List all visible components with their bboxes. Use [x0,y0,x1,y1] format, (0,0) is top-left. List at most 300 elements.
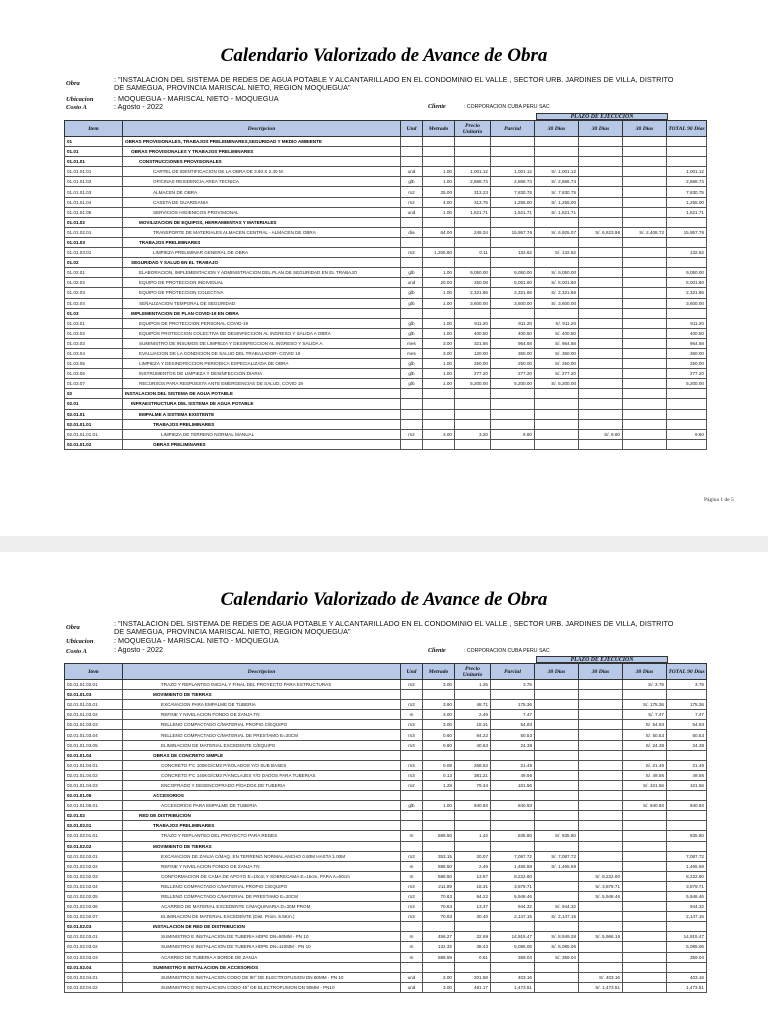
cell-und [401,389,423,399]
cell-desc: LIMPIEZA DE TERRENO NORMAL MANUAL [123,429,401,439]
cell-tot: 5,001.60 [667,278,707,288]
cell-und [401,750,423,760]
cell-d2 [579,278,623,288]
cell-d1 [535,730,579,740]
table-row [65,429,707,439]
cell-d3 [623,962,667,972]
cell-tot: 9,050.00 [667,268,707,278]
cell-d3: S/. 3.75 [623,680,667,690]
cell-par: 964.68 [491,338,535,348]
cell-item: 02 [65,389,123,399]
cell-d2: S/. 9.60 [579,429,623,439]
cell-item: 02.01.01.02.01 [65,680,123,690]
document-title: Calendario Valorizado de Avance de Obra [220,45,548,66]
cell-tot: 5,085.06 [667,942,707,952]
cell-par: 5,948.46 [491,891,535,901]
cell-d1 [535,811,579,821]
cell-d1: S/. 400.50 [535,328,579,338]
cell-pu: 2,321.66 [455,288,491,298]
table-row [65,177,707,187]
table-row [65,338,707,348]
cell-d1 [535,237,579,247]
cell-pu: 5,200.00 [455,379,491,389]
cell-d3 [623,278,667,288]
cell-tot: 8,222.60 [667,871,707,881]
table-row [65,942,707,952]
cell-desc: RED DE DISTRIBUCION [123,811,401,821]
cell-met [423,147,455,157]
cell-d2: S/. 6,623.98 [579,227,623,237]
cell-met: 3.00 [423,338,455,348]
cell-met [423,821,455,831]
cell-pu [455,409,491,419]
cell-tot [667,962,707,972]
cell-met: 1.00 [423,379,455,389]
cell-item: 01.03 [65,308,123,318]
cell-d1 [535,680,579,690]
cell-d3 [623,982,667,992]
cell-desc: SERVICIOS HIGIENICOS PROVISIONAL [123,207,401,217]
cell-par: 403.16 [491,972,535,982]
cell-tot: 400.50 [667,328,707,338]
cell-d3: S/. 54.93 [623,720,667,730]
cell-met [423,811,455,821]
col-dias-1: 30 Dias [535,664,579,680]
cell-d3 [623,157,667,167]
cell-met [423,922,455,932]
cell-desc: EQUIPO DE PROTECCION INDIVIDUAL [123,278,401,288]
cell-d3 [623,197,667,207]
cell-met: 1.00 [423,177,455,187]
cell-d1: S/. 911.20 [535,318,579,328]
cell-pu: 18.31 [455,881,491,891]
cell-par [491,811,535,821]
cell-par [491,399,535,409]
cell-d1: S/. 835.80 [535,831,579,841]
cell-tot [667,439,707,449]
cell-tot: 7.47 [667,710,707,720]
cell-pu: 911.20 [455,318,491,328]
cell-d1: S/. 7,087.72 [535,851,579,861]
cell-met: 0.60 [423,740,455,750]
cell-d3 [623,429,667,439]
cell-und [401,258,423,268]
cell-d1 [535,419,579,429]
cell-desc: INSTALACION DEL SISTEMA DE AGUA POTABLE [123,389,401,399]
plazo-header: PLAZO DE EJECUCION [536,113,668,120]
cell-item: 02.01.02.02.04 [65,881,123,891]
cell-d2 [579,760,623,770]
cell-par: 54.93 [491,720,535,730]
cell-und: m2 [401,680,423,690]
cell-d1: S/. 2,321.66 [535,288,579,298]
cell-und: glb [401,359,423,369]
cell-par [491,439,535,449]
cell-und [401,841,423,851]
cell-item: 01.03.02 [65,328,123,338]
cell-desc: CONSTRUCCIONES PROVISIONALES [123,157,401,167]
cell-desc: EQUIPOS PROTECCION COLECTIVA DE DESINFECCION AL INGRESO Y SALIDA A OBRA [123,328,401,338]
cell-und: m [401,710,423,720]
cell-met: 588.50 [423,871,455,881]
cell-und: m2 [401,780,423,790]
cell-d1 [535,780,579,790]
cell-item: 02.01.01 [65,409,123,419]
cell-desc: MOVIMIENTO DE TIERRAS [123,690,401,700]
cell-d3: S/. 175.36 [623,700,667,710]
cell-par [491,841,535,851]
cell-item: 01.03.06 [65,369,123,379]
cell-tot: 2,147.15 [667,912,707,922]
cell-d3 [623,861,667,871]
cell-met: 588.50 [423,861,455,871]
cell-desc: REFINE Y NIVELACION FONDO DE ZANJA TN [123,861,401,871]
cell-d2 [579,952,623,962]
cell-pu: 9,050.00 [455,268,491,278]
cell-tot [667,237,707,247]
cell-item: 01.02.01 [65,268,123,278]
cell-met [423,258,455,268]
cell-d1 [535,821,579,831]
page-number: Página 1 de 5 [704,497,734,503]
cell-par: 1,255.00 [491,197,535,207]
cell-d3 [623,167,667,177]
cell-tot: 1,255.00 [667,197,707,207]
cell-pu [455,308,491,318]
cell-d3 [623,821,667,831]
cell-par [491,237,535,247]
cell-und: glb [401,318,423,328]
table-row [65,770,707,780]
table-header-row [65,121,707,137]
table-row [65,187,707,197]
cell-desc: ACCESORIOS [123,791,401,801]
cell-d3: S/. 840.93 [623,801,667,811]
cell-d3 [623,288,667,298]
cell-par: 1,521.71 [491,207,535,217]
cell-tot: 964.68 [667,338,707,348]
cell-item: 01.01.03.01 [65,248,123,258]
cell-und: und [401,972,423,982]
cell-d1 [535,157,579,167]
cell-d2 [579,780,623,790]
cell-d1: S/. 7,830.75 [535,187,579,197]
section-row [65,750,707,760]
cell-d3 [623,217,667,227]
cell-d2 [579,851,623,861]
cell-d2 [579,197,623,207]
cell-d3 [623,419,667,429]
cell-d1 [535,972,579,982]
cell-d3 [623,379,667,389]
cell-und [401,419,423,429]
cell-met: 1.00 [423,359,455,369]
cell-desc: EQUIPO DE PROTECCION COLECTIVA [123,288,401,298]
cell-d3 [623,268,667,278]
cell-d1 [535,740,579,750]
cell-par: 3,879.71 [491,881,535,891]
cell-pu: 2.49 [455,861,491,871]
col-parcial: Parcial [491,664,535,680]
col-dias-3: 30 Dias [623,121,667,137]
cell-d2 [579,338,623,348]
cell-desc: SEGURIDAD Y SALUD EN EL TRABAJO [123,258,401,268]
table-row [65,700,707,710]
section-row [65,258,707,268]
cell-tot: 24.38 [667,740,707,750]
cell-tot [667,389,707,399]
cell-d2 [579,912,623,922]
costo-label: Costo A [66,648,87,655]
cell-pu [455,147,491,157]
cell-tot [667,258,707,268]
cell-item: 02.01.02.01 [65,821,123,831]
col-dias-2: 30 Dias [579,664,623,680]
cell-item: 01.01.01.05 [65,207,123,217]
cell-par [491,308,535,318]
cell-d1: S/. 5,085.06 [535,942,579,952]
cell-d2 [579,217,623,227]
cell-item: 01.03.03 [65,338,123,348]
schedule-table [64,663,707,993]
cell-pu [455,821,491,831]
cell-desc: EMPALME A SISTEMA EXISTENTE [123,409,401,419]
cell-tot: 5,200.00 [667,379,707,389]
col-total: TOTAL 90 Dias [667,121,707,137]
cell-tot: 1,001.12 [667,167,707,177]
cell-met: 3.00 [423,348,455,358]
cell-d2 [579,821,623,831]
cell-pu [455,439,491,449]
ubicacion-label: Ubicacion [66,96,94,103]
cell-und: m [401,871,423,881]
section-row [65,217,707,227]
cell-met: 70.63 [423,902,455,912]
cell-pu [455,137,491,147]
cell-tot [667,841,707,851]
cell-d2 [579,730,623,740]
cell-item: 02.01.01.05 [65,791,123,801]
cell-met: 70.63 [423,891,455,901]
cell-par: 840.93 [491,801,535,811]
cell-d1 [535,760,579,770]
cell-und: m [401,952,423,962]
cell-pu [455,217,491,227]
cell-d3 [623,891,667,901]
cell-d3 [623,187,667,197]
cell-tot: 3,879.71 [667,881,707,891]
cell-d2 [579,298,623,308]
cell-pu: 84.22 [455,891,491,901]
cell-d3: S/. 7.47 [623,710,667,720]
cell-par [491,137,535,147]
cell-met: 1.00 [423,318,455,328]
cell-d2 [579,419,623,429]
cell-d1: S/. 964.68 [535,338,579,348]
cell-par: 1,465.59 [491,861,535,871]
cell-met: 3.00 [423,429,455,439]
cell-d1 [535,982,579,992]
cell-d1 [535,801,579,811]
section-row [65,308,707,318]
cell-desc: CONCRETO F'C 100KG/CM2 P/SOLADOS Y/O SUB BASES [123,760,401,770]
cell-item: 02.01.01.04 [65,750,123,760]
cell-und: mes [401,338,423,348]
cell-item: 01.01.01 [65,157,123,167]
cell-d3 [623,298,667,308]
cell-item: 02.01.01.03.03 [65,720,123,730]
cell-d3 [623,399,667,409]
cell-d1: S/. 3,600.00 [535,298,579,308]
cell-und: und [401,167,423,177]
section-row [65,690,707,700]
section-row [65,237,707,247]
cell-desc: RECURSOS PARA RESPUESTA ANTE EMERGENCIAS DE SALUD, COVID 19 [123,379,401,389]
table-row [65,197,707,207]
table-row [65,881,707,891]
cell-met: 132.32 [423,942,455,952]
cell-und [401,137,423,147]
cell-item: 02.01.02.02.07 [65,912,123,922]
cell-d1 [535,258,579,268]
cell-pu [455,841,491,851]
cell-d1 [535,690,579,700]
cell-desc: REFINE Y NIVELACION FONDO DE ZANJA TN [123,710,401,720]
cell-tot: 54.93 [667,720,707,730]
cell-pu: 201.58 [455,972,491,982]
cell-d2: S/. 3,879.71 [579,881,623,891]
cell-met: 588.50 [423,831,455,841]
cell-par [491,147,535,157]
cell-par: 132.62 [491,248,535,258]
cell-desc: TRABAJOS PRELIMINARES [123,821,401,831]
cell-und [401,308,423,318]
cell-pu: 1,001.12 [455,167,491,177]
cell-met: 588.59 [423,952,455,962]
cell-met [423,439,455,449]
cell-item: 02.01.02.02 [65,841,123,851]
cell-pu [455,399,491,409]
cell-d3 [623,841,667,851]
cell-par [491,750,535,760]
cell-met [423,419,455,429]
cell-met: 3.00 [423,710,455,720]
cell-d3 [623,690,667,700]
section-row [65,922,707,932]
cell-item: 02.01.01.04.01 [65,760,123,770]
cell-und [401,147,423,157]
cell-d3 [623,811,667,821]
col-parcial: Parcial [491,121,535,137]
cell-und: glb [401,369,423,379]
cell-d3 [623,248,667,258]
cell-par: 5,085.06 [491,942,535,952]
cell-d1 [535,217,579,227]
cell-d1: S/. 1,521.71 [535,207,579,217]
cell-tot [667,750,707,760]
section-row [65,419,707,429]
cell-met: 20.00 [423,278,455,288]
cell-und: m3 [401,700,423,710]
cell-d3 [623,237,667,247]
cell-tot: 1,521.71 [667,207,707,217]
section-row [65,841,707,851]
cell-pu: 321.56 [455,338,491,348]
costo-text: : Agosto - 2022 [114,645,164,654]
cell-d1: S/. 8,949.28 [535,932,579,942]
cell-und: m2 [401,248,423,258]
cell-d2: S/. 1,473.51 [579,982,623,992]
table-row [65,348,707,358]
col-item: Item [65,121,123,137]
cell-tot [667,419,707,429]
table-row [65,780,707,790]
cell-d3: S/. 2,408.72 [623,227,667,237]
cell-d3 [623,348,667,358]
cell-item: 02.01.01.03.05 [65,740,123,750]
cell-met [423,308,455,318]
cell-d1 [535,710,579,720]
cell-d1: S/. 5,200.00 [535,379,579,389]
cell-d1 [535,871,579,881]
cell-und: m3 [401,720,423,730]
cell-pu: 1.42 [455,831,491,841]
cell-und [401,399,423,409]
cell-pu [455,750,491,760]
cell-par: 944.32 [491,902,535,912]
cell-d1: S/. 1,255.00 [535,197,579,207]
table-row [65,760,707,770]
cell-d3 [623,258,667,268]
cell-pu [455,791,491,801]
cell-tot: 175.36 [667,700,707,710]
cell-pu: 250.08 [455,278,491,288]
cell-d2 [579,369,623,379]
cell-met: 1.00 [423,801,455,811]
cell-d3 [623,147,667,157]
cell-d1 [535,720,579,730]
cell-und: m [401,942,423,952]
cell-par: 21.48 [491,760,535,770]
cell-tot [667,157,707,167]
cell-d3: S/. 24.38 [623,740,667,750]
table-header-row [65,664,707,680]
table-row [65,288,707,298]
cell-met [423,389,455,399]
cell-und: m2 [401,197,423,207]
cell-par [491,922,535,932]
cell-tot [667,308,707,318]
ubicacion-text: : MOQUEGUA - MARISCAL NIETO - MOQUEGUA [114,94,279,103]
obra-text: : "INSTALACION DEL SISTEMA DE REDES DE AGUA POTABLE Y ALCANTARILLADO EN EL CONDOMINIO EL VALLE , SECTOR URB. JARDINES DE VILLA, DISTRITO DE SAMEGUA, PROVINCIA MARISCAL NIETO, REGION MOQUEGUA" [114,75,674,92]
cell-d2 [579,680,623,690]
cell-desc: LIMPIEZA Y DESINDFECCION PERIODICA ESPECIALIZADA DE OBRA [123,359,401,369]
cell-item: 02.01.01.03.02 [65,710,123,720]
cell-item: 02.01.01.04.03 [65,780,123,790]
cell-d2 [579,399,623,409]
cell-d1: S/. 359.04 [535,952,579,962]
cell-pu [455,258,491,268]
cell-d1: S/. 9,050.00 [535,268,579,278]
cell-met: 64.00 [423,227,455,237]
table-row [65,720,707,730]
cell-desc: ELIMINACION DE MATERIAL EXCEDENTE C/EQUIPO [123,740,401,750]
cell-par: 360.00 [491,348,535,358]
cell-pu [455,157,491,167]
cell-d2 [579,831,623,841]
section-row [65,791,707,801]
cell-item: 02.01.01.02 [65,439,123,449]
